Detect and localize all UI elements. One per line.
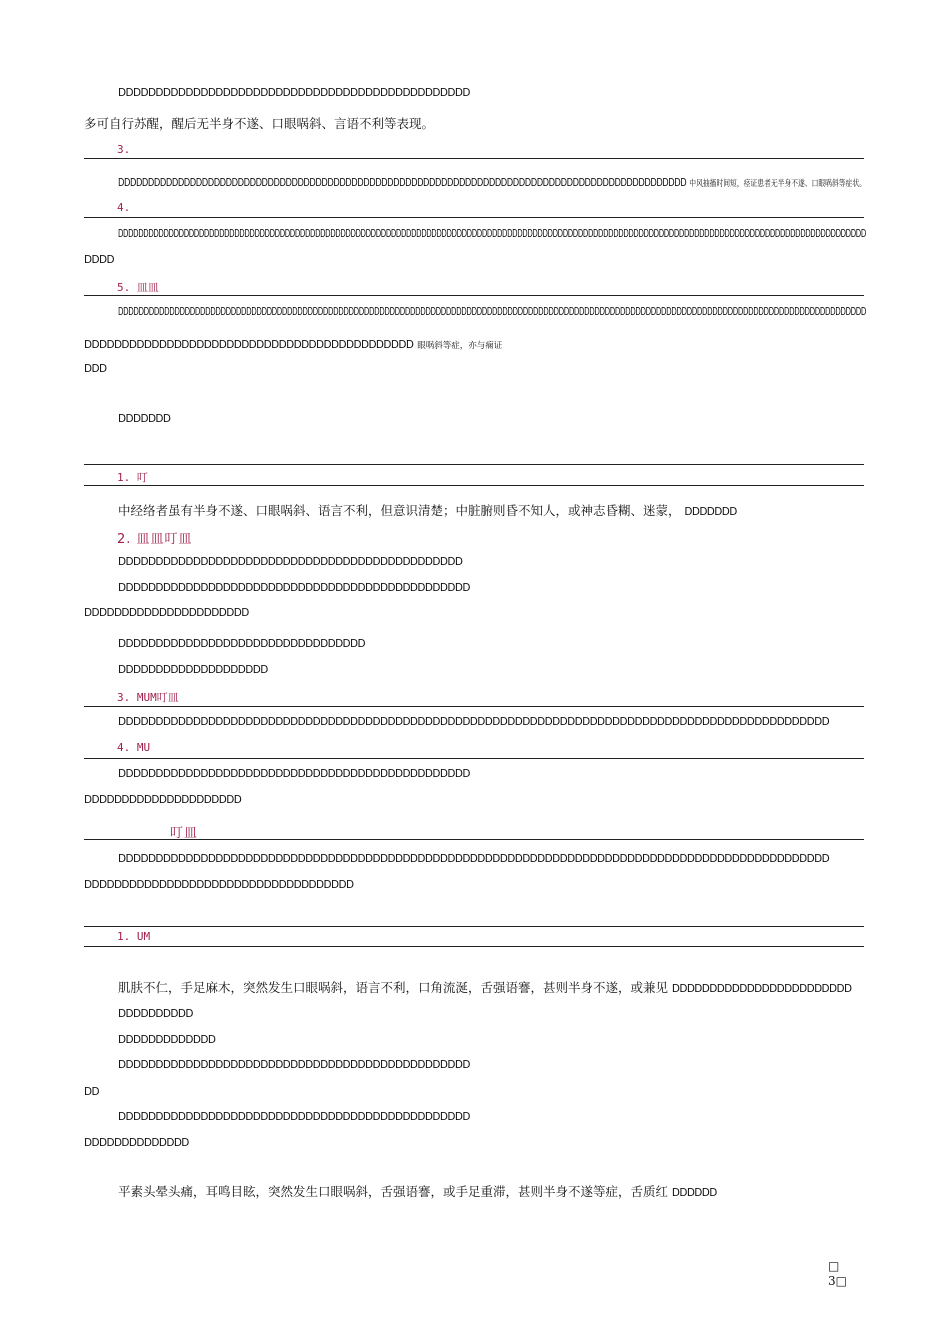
section-heading: 4. MU	[117, 741, 151, 754]
heading-rule	[84, 946, 864, 947]
heading-rule	[84, 706, 864, 707]
body-text: DDDDDDDDDDDDDDDDDDDDDDDDDDDDDDDDDDDDDDDDDDDD	[84, 339, 414, 351]
body-line: DDDDDDDDDDDDDDDDDDDDDDDDDDDDDDDDDDDDDDDDDDDDDDD	[118, 582, 470, 594]
body-line: DDDDDDDDDDDDDD	[84, 1137, 189, 1149]
page-marker: □	[828, 1259, 840, 1273]
section-heading: 2. 皿皿叮皿	[117, 532, 193, 547]
body-text-tail: DDDDDD	[671, 1187, 717, 1199]
section-heading: 4.	[117, 201, 131, 214]
body-line: DDDDDDDDDDDDDDDDDDDDDDDDDDDDDDDDDDDD	[84, 879, 354, 891]
body-line: DDD	[84, 363, 107, 375]
body-text-tail: 中风抽搐时间短，痉证患者无半身不遂、口眼㖞斜等症状。	[689, 179, 866, 189]
body-line	[118, 504, 737, 519]
body-text: 肌肤不仁，手足麻木，突然发生口眼㖞斜，语言不利，口角流涎，舌强语謇，甚则半身不遂，或兼见	[118, 980, 669, 995]
body-line: DDDDDDDDDDDDDDDDDDDDDDDDDDDDDDDDDDDDDDDDDDDDDDD	[118, 1111, 470, 1123]
body-line: DDDDDDDDDDDDDDDDDDDDDD	[84, 607, 249, 619]
section-heading: 3.	[117, 143, 131, 156]
body-line: DDDDDDDDDDDDDDDDDDDDDDDDDDDDDDDDDDDDDDDDDDDDDDDDDDDDDDDDDDDDDDDDDDDDDDDDDDDDDDDDDDDDDDDDDDDDDDDDDDDDDDDDDDDDDDDDDDDDDDDDDDDDDDDDDDDDDDDDDDDDDDDDDDDD	[118, 228, 866, 240]
body-text-tail: DDDDDDDDDDDDDDDDDDDDDDDD	[671, 983, 852, 995]
body-line: DDDDDDDDDDDDDDDDDDDDDDDDDDDDDDDDD	[118, 638, 366, 650]
page-number: 3□	[828, 1274, 847, 1288]
body-line	[84, 337, 502, 353]
body-text: 中经络者虽有半身不遂、口眼㖞斜、语言不利，但意识清楚；中脏腑则昏不知人，或神志昏糊、迷蒙，	[118, 503, 681, 518]
heading-rule-top	[84, 926, 864, 927]
heading-rule	[84, 158, 864, 159]
body-line: DDDDDDDDDDDDDDDDDDDDDDDDDDDDDDDDDDDDDDDDDDDDDDD	[118, 87, 470, 99]
body-line: DDDDDDDDDDDDDDDDDDDDDDDDDDDDDDDDDDDDDDDDDDDDDDDDDDDDDDDDDDDDDDDDDDDDDDDDDDDDDDDDDDDDDDDDDDDDDDD	[118, 853, 830, 865]
body-line: DDDDDDDDDD	[118, 1008, 193, 1020]
heading-rule-top	[84, 464, 864, 465]
section-heading: 5. 皿皿	[117, 281, 159, 294]
body-line: DDDDDDD	[118, 413, 171, 425]
body-line: DDDDDDDDDDDDDDDDDDDDDDDDDDDDDDDDDDDDDDDDDDDDDD	[118, 556, 463, 568]
section-heading: 3. MUM叮皿	[117, 691, 179, 704]
body-text-tail: DDDDDDD	[684, 506, 737, 518]
body-text: DDDDDDDDDDDDDDDDDDDDDDDDDDDDDDDDDDDDDDDDDDDDDDDDDDDDDDDDDDDDDDDDDDDDDDDDDDDDDDDDDDDDDDDDDDDDDDD	[118, 177, 687, 189]
section-heading: 1. UM	[117, 930, 151, 943]
section-heading: 叮皿	[170, 826, 199, 841]
body-line: DDDD	[84, 254, 114, 266]
body-text-tail: 眼㖞斜等症，亦与痫证	[417, 341, 503, 351]
body-line	[118, 175, 866, 191]
heading-rule	[84, 295, 864, 296]
body-line: DDDDDDDDDDDDDDDDDDDDD	[84, 794, 242, 806]
body-line: DDDDDDDDDDDDDDDDDDDD	[118, 664, 268, 676]
heading-rule	[84, 217, 864, 218]
body-line	[118, 1185, 717, 1200]
heading-rule	[84, 758, 864, 759]
body-line	[118, 981, 852, 996]
body-line: DD	[84, 1086, 99, 1098]
heading-rule	[84, 839, 864, 840]
body-text: 平素头晕头痛，耳鸣目眩，突然发生口眼㖞斜，舌强语謇，或手足重滞，甚则半身不遂等症，舌质红	[118, 1184, 669, 1199]
body-line: DDDDDDDDDDDDDDDDDDDDDDDDDDDDDDDDDDDDDDDDDDDDDDD	[118, 1059, 470, 1071]
section-heading: 1. 叮	[117, 471, 148, 484]
body-line: DDDDDDDDDDDDD	[118, 1034, 216, 1046]
body-line: DDDDDDDDDDDDDDDDDDDDDDDDDDDDDDDDDDDDDDDDDDDDDDDDDDDDDDDDDDDDDDDDDDDDDDDDDDDDDDDDDDDDDDDDDDDDDDD	[118, 716, 830, 728]
heading-rule	[84, 485, 864, 486]
body-line: 多可自行苏醒，醒后无半身不遂、口眼㖞斜、言语不利等表现。	[84, 116, 435, 131]
body-line: DDDDDDDDDDDDDDDDDDDDDDDDDDDDDDDDDDDDDDDDDDDDDDDDDDDDDDDDDDDDDDDDDDDDDDDDDDDDDDDDDDDDDDDDDDDDDDDDDDDDDDDDDDDDDDDDDDDDDDDDDDDDDDDDDDDDDDDDDDDDDDDDDD	[118, 306, 866, 318]
body-line: DDDDDDDDDDDDDDDDDDDDDDDDDDDDDDDDDDDDDDDDDDDDDDD	[118, 768, 470, 780]
